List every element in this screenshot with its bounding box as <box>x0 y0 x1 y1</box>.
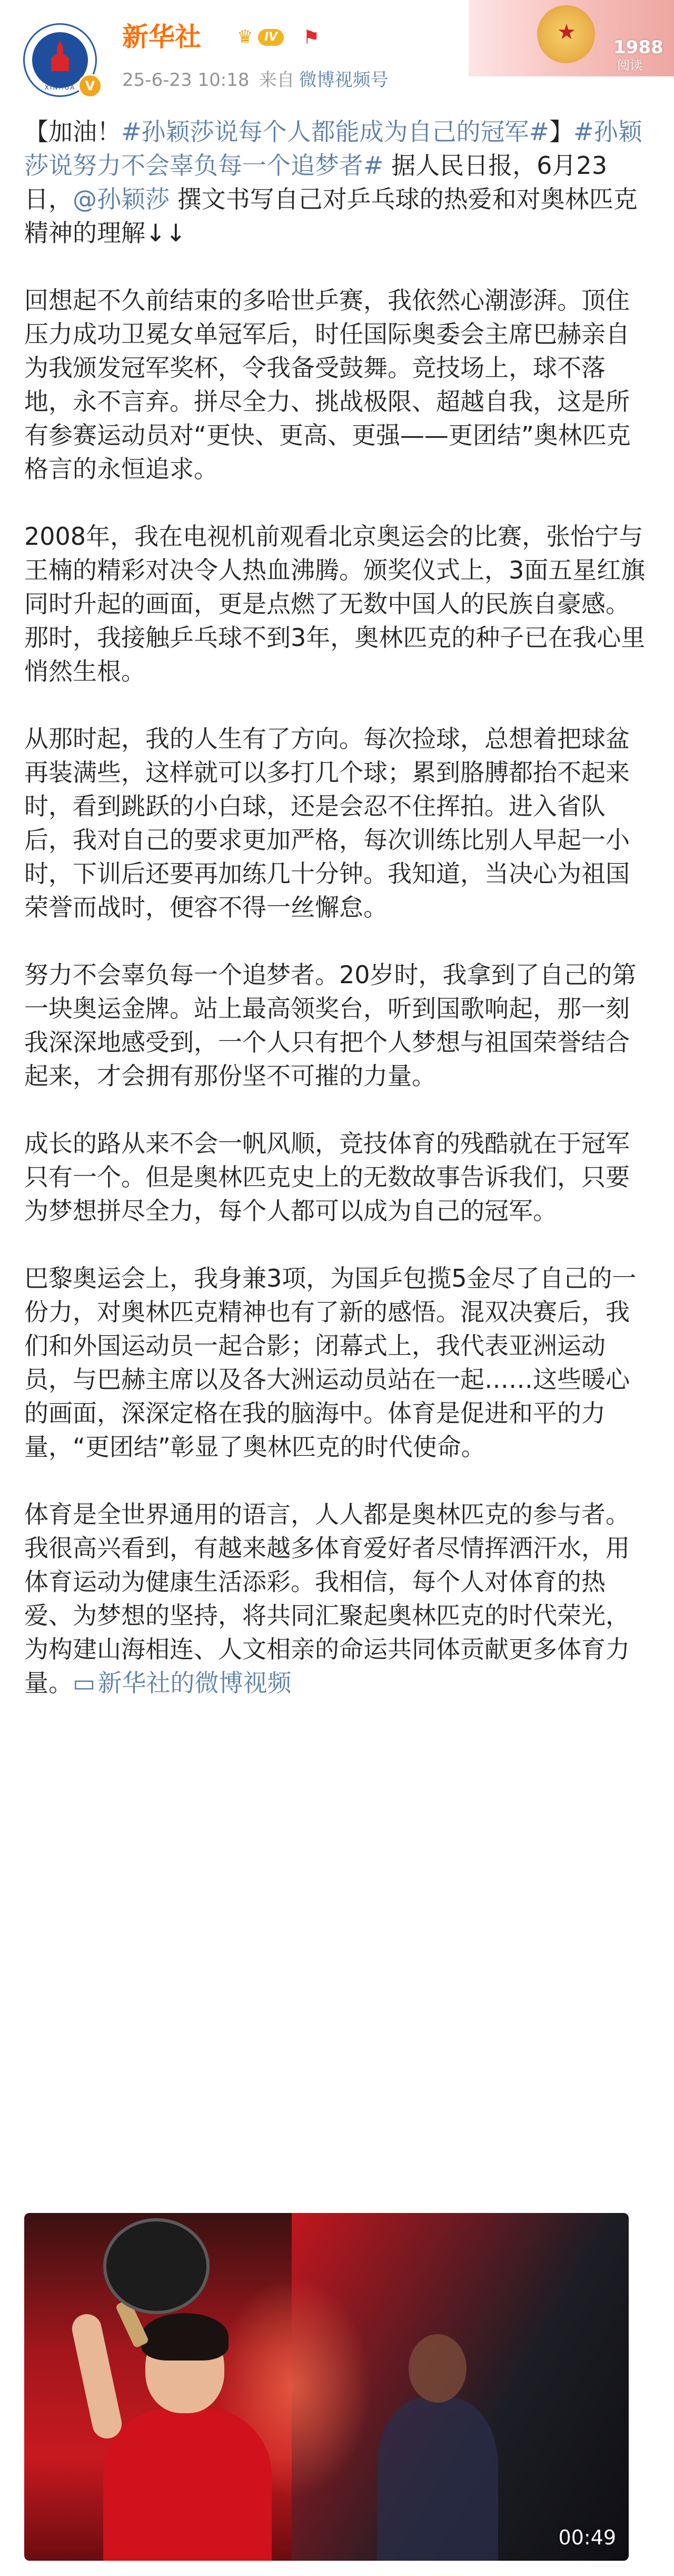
mention-link[interactable]: @孙颖莎 <box>73 185 170 213</box>
star-icon: ★ <box>557 20 576 44</box>
source-prefix: 来自 <box>259 70 295 91</box>
source-link[interactable]: 微博视频号 <box>299 70 389 91</box>
account-name[interactable]: 新华社 <box>122 22 201 52</box>
lead-prefix: 【加油！ <box>24 117 121 146</box>
topic-link[interactable]: #孙颖莎说努力不会辜负每一个追梦者# <box>24 117 642 180</box>
post-paragraph: 回想起不久前结束的多哈世乒赛，我依然心潮澎湃。顶住压力成功卫冕女单冠军后，时任国际奥委会主席巴赫亲自为我颁发冠军奖杯，令我备受鼓舞。竞技场上，球不落地，永不言弃。拼尽全力、挑战极限、超越自我，这是所有参赛运动员对“更快、更高、更强——更团结”奥林匹克格言的永恒追求。 <box>24 286 631 483</box>
post-lead <box>24 115 646 250</box>
post-timestamp: 25-6-23 10:18 <box>122 70 250 91</box>
avatar-logo-text: XINHUA <box>44 84 76 91</box>
opponent-body <box>377 2397 498 2561</box>
follow-card-count: 1988 <box>613 37 663 58</box>
player-jersey <box>103 2408 272 2561</box>
post-header <box>0 0 674 108</box>
player-hair <box>141 2313 229 2360</box>
video-link-icon: ▭ <box>73 1669 96 1697</box>
lead-close: 】 <box>549 117 574 146</box>
opponent-figure <box>366 2318 503 2561</box>
video-link-text: 新华社的微博视频 <box>97 1669 292 1697</box>
post-meta <box>122 68 389 92</box>
post-paragraph: 努力不会辜负每一个追梦者。20岁时，我拿到了自己的第一块奥运金牌。站上最高领奖台，听到国歌响起，那一刻我深深地感受到，一个人只有把个人梦想与祖国荣誉结合起来，才会拥有那份坚不可摧的力量。 <box>24 961 637 1090</box>
player-arm <box>70 2311 125 2441</box>
player-figure <box>82 2292 282 2561</box>
video-link[interactable] <box>73 1669 291 1697</box>
follow-card[interactable] <box>469 0 674 76</box>
post-paragraph: 2008年，我在电视机前观看北京奥运会的比赛，张怡宁与王楠的精彩对决令人热血沸腾。颁奖仪式上，3面五星红旗同时升起的画面，更是点燃了无数中国人的民族自豪感。那时，我接触乒乓球不到3年，奥林匹克的种子已在我心里悄然生根。 <box>24 522 646 685</box>
lead-text: 据人民日报，6月23日， <box>24 151 607 213</box>
video-player[interactable] <box>24 2213 629 2561</box>
post-paragraph: 巴黎奥运会上，我身兼3项，为国乒包揽5金尽了自己的一份力，对奥林匹克精神也有了新的感悟。混双决赛后，我们和外国运动员一起合影；闭幕式上，我代表亚洲运动员，与巴赫主席以及各大洲运动员站在一起……这些暖心的画面，深深定格在我的脑海中。体育是促进和平的力量，“更团结”彰显了奥林匹克的时代使命。 <box>24 1264 637 1461</box>
post-paragraph-last <box>24 1497 646 1700</box>
post-paragraph-text: 体育是全世界通用的语言，人人都是奥林匹克的参与者。我很高兴看到，有越来越多体育爱好者尽情挥洒汗水，用体育运动为健康生活添彩。我相信，每个人对体育的热爱、为梦想的坚持，将共同汇聚起奥林匹克的时代荣光，为构建山海相连、人文相亲的命运共同体贡献更多体育力量。 <box>24 1500 630 1697</box>
topic-link[interactable]: #孙颖莎说每个人都能成为自己的冠军# <box>121 117 550 146</box>
verified-v-icon: V <box>78 74 102 98</box>
table-tennis-paddle-icon <box>103 2218 210 2314</box>
follow-card-label: 阅读 <box>617 58 642 73</box>
lead-text: 撰文书写自己对乒乓球的热爱和对奥林匹克精神的理解↓↓ <box>24 185 638 247</box>
video-duration: 00:49 <box>558 2526 616 2549</box>
level-badge: IV <box>258 29 284 46</box>
crown-icon: ♛ <box>237 26 253 47</box>
post-paragraph: 成长的路从来不会一帆风顺，竞技体育的残酷就在于冠军只有一个。但是奥林匹克史上的无数故事告诉我们，只要为梦想拼尽全力，每个人都可以成为自己的冠军。 <box>24 1129 630 1225</box>
post-body <box>24 115 646 1733</box>
opponent-head <box>409 2334 467 2403</box>
flag-icon: ⚑ <box>303 27 320 48</box>
post-paragraph: 从那时起，我的人生有了方向。每次捡球，总想着把球盆再装满些，这样就可以多打几个球；累到胳膊都抬不起来时，看到跳跃的小白球，还是会忍不住挥拍。进入省队后，我对自己的要求更加严格，每次训练比别人早起一小时，下训后还要再加练几十分钟。我知道，当决心为祖国荣誉而战时，便容不得一丝懈怠。 <box>24 724 630 922</box>
